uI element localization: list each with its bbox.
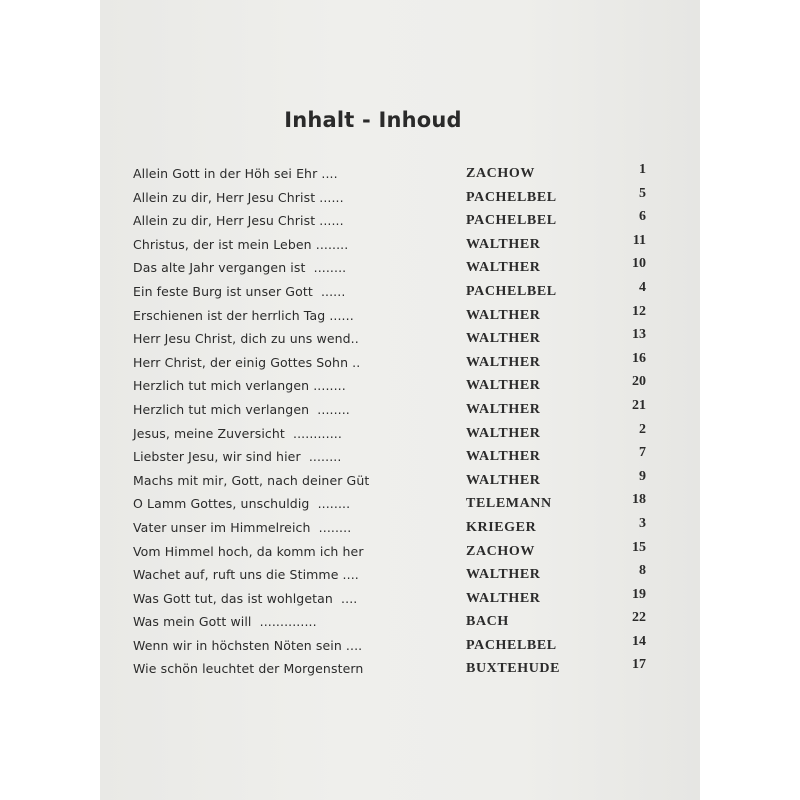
hymn-title: Herr Jesu Christ, dich zu uns wend..	[133, 331, 359, 347]
hymn-title: Jesus, meine Zuversicht ............	[133, 425, 342, 441]
composer: WALTHER	[466, 331, 541, 347]
composer: PACHELBEL	[466, 213, 557, 229]
toc-row	[133, 304, 653, 328]
hymn-title: Vater unser im Himmelreich ........	[133, 519, 352, 535]
page-number: 9	[639, 468, 646, 484]
toc-row	[133, 327, 653, 351]
table-of-contents	[133, 162, 653, 681]
hymn-title: Herzlich tut mich verlangen ........	[133, 378, 346, 394]
toc-row	[133, 657, 653, 681]
hymn-title: Wie schön leuchtet der Morgenstern	[133, 661, 364, 677]
page-title: Inhalt - Inhoud	[284, 108, 462, 132]
page-number: 10	[632, 256, 646, 272]
composer: WALTHER	[466, 236, 541, 252]
page-number: 13	[632, 327, 646, 343]
toc-row	[133, 634, 653, 658]
toc-row	[133, 422, 653, 446]
hymn-title: Was mein Gott will ..............	[133, 614, 317, 630]
toc-row	[133, 374, 653, 398]
page-number: 22	[632, 610, 646, 626]
composer: KRIEGER	[466, 519, 537, 535]
toc-row	[133, 280, 653, 304]
hymn-title: Erschienen ist der herrlich Tag ......	[133, 307, 354, 323]
hymn-title: Herr Christ, der einig Gottes Sohn ..	[133, 354, 361, 370]
page-number: 17	[632, 657, 646, 673]
toc-row	[133, 610, 653, 634]
page-number: 1	[639, 162, 646, 177]
toc-row	[133, 587, 653, 611]
composer: ZACHOW	[466, 543, 535, 559]
hymn-title: Liebster Jesu, wir sind hier ........	[133, 449, 342, 465]
toc-row	[133, 563, 653, 587]
composer: WALTHER	[466, 378, 541, 394]
hymn-title: Wenn wir in höchsten Nöten sein ....	[133, 637, 363, 653]
composer: WALTHER	[466, 472, 541, 488]
page-number: 15	[632, 539, 646, 555]
composer: ZACHOW	[466, 166, 535, 181]
page-number: 8	[639, 563, 646, 579]
composer: TELEMANN	[466, 496, 552, 512]
toc-row	[133, 445, 653, 469]
composer: PACHELBEL	[466, 283, 557, 299]
toc-row	[133, 256, 653, 280]
composer: WALTHER	[466, 307, 541, 323]
page-number: 12	[632, 303, 646, 319]
hymn-title: Vom Himmel hoch, da komm ich her	[133, 543, 364, 559]
hymn-title: Wachet auf, ruft uns die Stimme ....	[133, 567, 359, 583]
toc-row	[133, 351, 653, 375]
hymn-title: Machs mit mir, Gott, nach deiner Güt	[133, 472, 370, 488]
page-number: 6	[639, 209, 646, 225]
hymn-title: Allein zu dir, Herr Jesu Christ ......	[133, 213, 344, 229]
composer: WALTHER	[466, 401, 541, 417]
page-number: 5	[639, 185, 646, 201]
toc-row	[133, 186, 653, 210]
page-number: 11	[632, 232, 646, 248]
toc-row	[133, 209, 653, 233]
hymn-title: Allein Gott in der Höh sei Ehr ....	[133, 166, 338, 181]
hymn-title: Herzlich tut mich verlangen ........	[133, 401, 350, 417]
page-number: 16	[632, 350, 646, 366]
hymn-title: Was Gott tut, das ist wohlgetan ....	[133, 590, 358, 606]
page-number: 20	[632, 374, 646, 390]
composer: WALTHER	[466, 449, 541, 465]
composer: WALTHER	[466, 425, 541, 441]
toc-row	[133, 540, 653, 564]
composer: BACH	[466, 614, 509, 630]
page-number: 3	[639, 515, 646, 531]
toc-row	[133, 492, 653, 516]
composer: WALTHER	[466, 354, 541, 370]
hymn-title: Das alte Jahr vergangen ist ........	[133, 260, 347, 276]
page-number: 2	[639, 421, 646, 437]
composer: WALTHER	[466, 567, 541, 583]
page-number: 18	[632, 492, 646, 508]
hymn-title: Christus, der ist mein Leben ........	[133, 236, 349, 252]
hymn-title: O Lamm Gottes, unschuldig ........	[133, 496, 351, 512]
hymn-title: Allein zu dir, Herr Jesu Christ ......	[133, 189, 344, 205]
hymn-title: Ein feste Burg ist unser Gott ......	[133, 283, 346, 299]
composer: PACHELBEL	[466, 189, 557, 205]
page-number: 7	[639, 445, 646, 461]
page-number: 19	[632, 586, 646, 602]
composer: WALTHER	[466, 590, 541, 606]
page-number: 21	[632, 397, 646, 413]
page-number: 4	[639, 279, 646, 295]
toc-row	[133, 398, 653, 422]
page-number: 14	[632, 633, 646, 649]
composer: PACHELBEL	[466, 637, 557, 653]
composer: WALTHER	[466, 260, 541, 276]
toc-row	[133, 162, 653, 186]
composer: BUXTEHUDE	[466, 661, 561, 677]
toc-row	[133, 516, 653, 540]
toc-row	[133, 233, 653, 257]
toc-row	[133, 469, 653, 493]
